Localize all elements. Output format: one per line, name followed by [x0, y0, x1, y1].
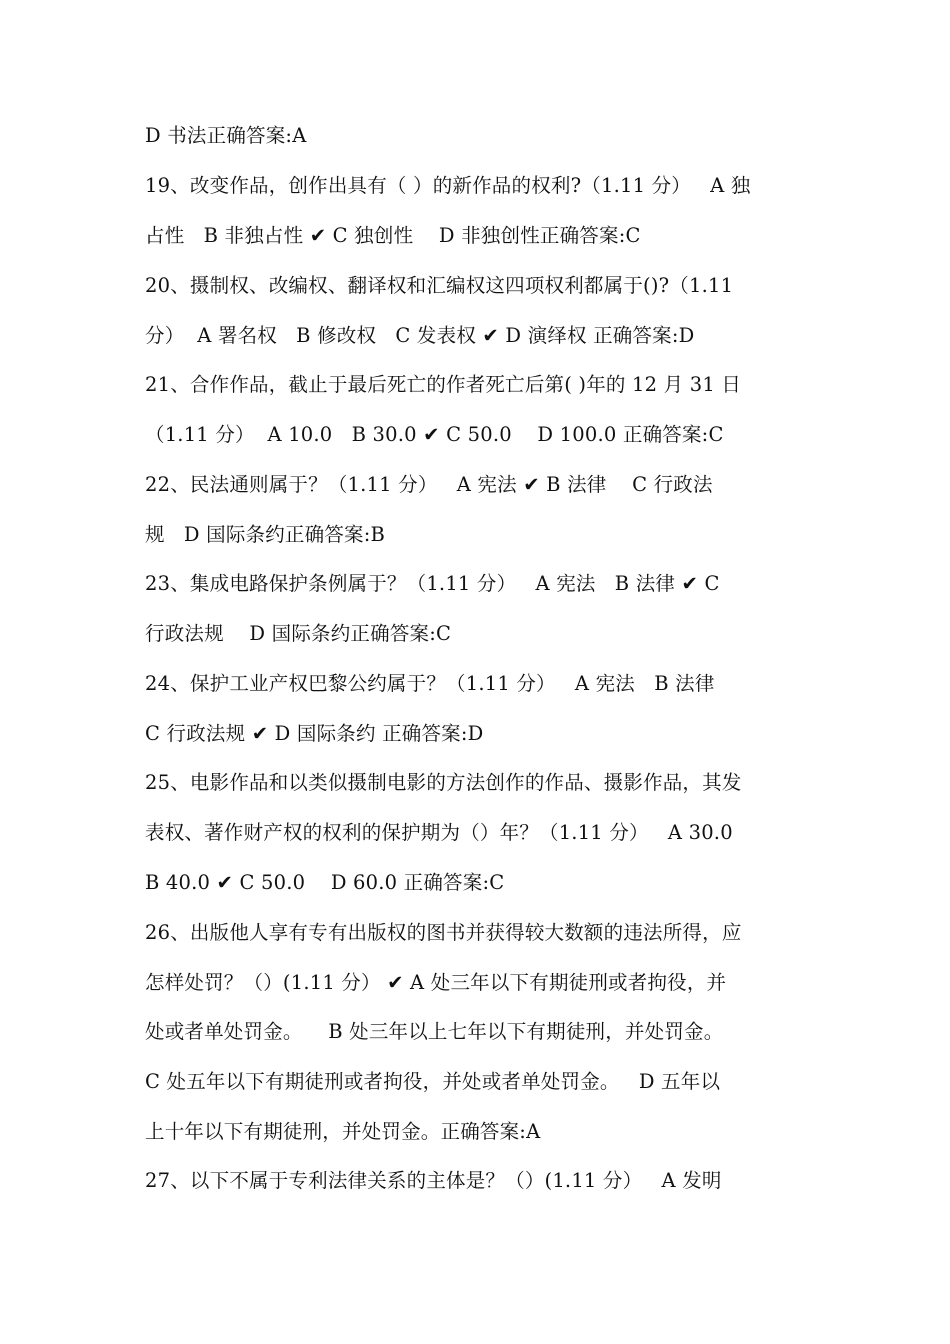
text-line: 占性 B 非独占性 ✔ C 独创性 D 非独创性正确答案:C — [145, 224, 641, 247]
text-line: 23、集成电路保护条例属于？（1.11 分） A 宪法 B 法律 ✔ C — [145, 572, 720, 595]
text-line: B 40.0 ✔ C 50.0 D 60.0 正确答案:C — [145, 871, 505, 894]
text-line: D 书法正确答案:A — [145, 124, 307, 147]
text-line: 24、保护工业产权巴黎公约属于？（1.11 分） A 宪法 B 法律 — [145, 672, 715, 695]
text-line: 25、电影作品和以类似摄制电影的方法创作的作品、摄影作品，其发 — [145, 771, 742, 794]
text-line: C 行政法规 ✔ D 国际条约 正确答案:D — [145, 722, 484, 745]
text-line: 行政法规 D 国际条约正确答案:C — [145, 622, 452, 645]
text-line: 怎样处罚？（）(1.11 分） ✔ A 处三年以下有期徒刑或者拘役，并 — [145, 971, 727, 994]
text-line: 分） A 署名权 B 修改权 C 发表权 ✔ D 演绎权 正确答案:D — [145, 324, 695, 347]
text-line: （1.11 分） A 10.0 B 30.0 ✔ C 50.0 D 100.0 正确答案:C — [145, 423, 724, 446]
text-line: 22、民法通则属于？（1.11 分） A 宪法 ✔ B 法律 C 行政法 — [145, 473, 713, 496]
text-line: 上十年以下有期徒刑，并处罚金。正确答案:A — [145, 1120, 541, 1143]
text-line: 20、摄制权、改编权、翻译权和汇编权这四项权利都属于()?（1.11 — [145, 274, 734, 297]
text-line: 表权、著作财产权的权利的保护期为（）年？（1.11 分） A 30.0 — [145, 821, 733, 844]
text-line: 21、合作作品，截止于最后死亡的作者死亡后第( )年的 12 月 31 日 — [145, 373, 742, 396]
text-line: C 处五年以下有期徒刑或者拘役，并处或者单处罚金。 D 五年以 — [145, 1070, 721, 1093]
text-line: 处或者单处罚金。 B 处三年以上七年以下有期徒刑，并处罚金。 — [145, 1020, 724, 1043]
text-line: 19、改变作品，创作出具有（ ）的新作品的权利?（1.11 分） A 独 — [145, 174, 751, 197]
text-line: 规 D 国际条约正确答案:B — [145, 523, 386, 546]
text-line: 26、出版他人享有专有出版权的图书并获得较大数额的违法所得，应 — [145, 921, 742, 944]
text-line: 27、以下不属于专利法律关系的主体是？（）(1.11 分） A 发明 — [145, 1169, 722, 1192]
